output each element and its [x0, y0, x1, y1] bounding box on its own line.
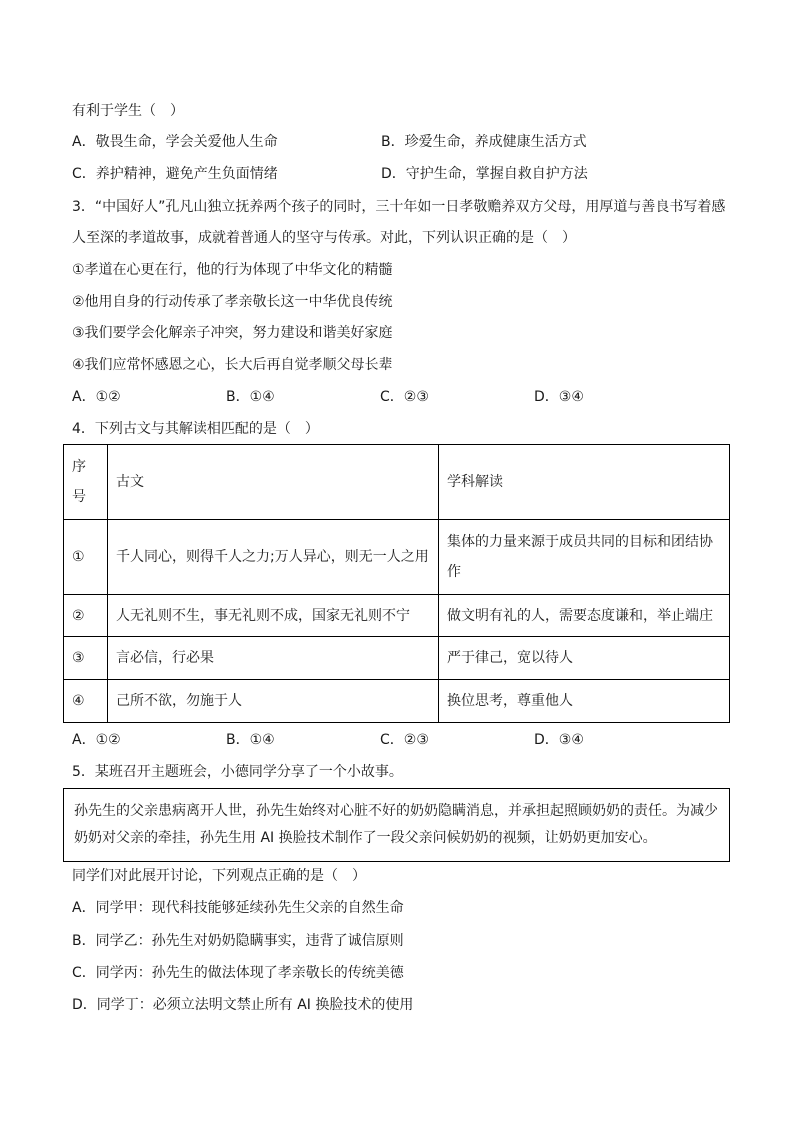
- row-interpretation-line2: 作: [447, 564, 461, 580]
- q4-stem: 4．下列古文与其解读相匹配的是（ ）: [72, 421, 319, 437]
- q2-option-b[interactable]: B．珍爱生命，养成健康生活方式: [381, 134, 587, 150]
- q4-option-a[interactable]: A．①②: [72, 732, 121, 748]
- q3-option-d[interactable]: D．③④: [534, 389, 584, 405]
- table-row: [64, 595, 730, 637]
- q3-option-c[interactable]: C．②③: [380, 389, 429, 405]
- header-index-line2: 号: [72, 489, 86, 505]
- header-text: 古文: [108, 445, 439, 520]
- q5-question: 同学们对此展开讨论，下列观点正确的是（ ）: [72, 868, 366, 884]
- table-row: [64, 637, 730, 680]
- q5-story-line1: 孙先生的父亲患病离开人世，孙先生始终对心脏不好的奶奶隐瞒消息，并承担起照顾奶奶的责任。为减少: [74, 803, 718, 819]
- header-index-line1: 序: [72, 459, 86, 475]
- q2-option-d[interactable]: D．守护生命，掌握自救自护方法: [381, 166, 588, 182]
- q5-option-a[interactable]: A．同学甲：现代科技能够延续孙先生父亲的自然生命: [72, 900, 404, 916]
- q3-stem-line2: 人至深的孝道故事，成就着普通人的坚守与传承。对此，下列认识正确的是（ ）: [72, 230, 576, 246]
- row-text: 人无礼则不生，事无礼则不成，国家无礼则不宁: [108, 595, 439, 637]
- table-row: [64, 680, 730, 723]
- q3-item-2: ②他用自身的行动传承了孝亲敬长这一中华优良传统: [72, 294, 393, 310]
- q3-option-b[interactable]: B．①④: [226, 389, 275, 405]
- q2-option-a[interactable]: A．敬畏生命，学会关爱他人生命: [72, 134, 278, 150]
- q4-option-c[interactable]: C．②③: [380, 732, 429, 748]
- row-index: ④: [64, 680, 108, 723]
- row-interpretation: [439, 520, 730, 595]
- row-text: 千人同心，则得千人之力;万人异心，则无一人之用: [108, 520, 439, 595]
- row-index: ①: [64, 520, 108, 595]
- table-header-row: [64, 445, 730, 520]
- q3-option-a[interactable]: A．①②: [72, 389, 121, 405]
- row-index: ②: [64, 595, 108, 637]
- row-interpretation: 严于律己，宽以待人: [439, 637, 730, 680]
- q5-option-c[interactable]: C．同学丙：孙先生的做法体现了孝亲敬长的传统美德: [72, 965, 404, 981]
- q3-item-4: ④我们应常怀感恩之心，长大后再自觉孝顺父母长辈: [72, 357, 393, 373]
- q5-stem: 5．某班召开主题班会，小德同学分享了一个小故事。: [72, 764, 403, 780]
- row-index: ③: [64, 637, 108, 680]
- row-interpretation: 换位思考，尊重他人: [439, 680, 730, 723]
- q4-option-d[interactable]: D．③④: [534, 732, 584, 748]
- q5-story-box: [63, 788, 730, 862]
- q5-option-b[interactable]: B．同学乙：孙先生对奶奶隐瞒事实，违背了诚信原则: [72, 933, 404, 949]
- header-interpretation: 学科解读: [439, 445, 730, 520]
- row-text: 己所不欲，勿施于人: [108, 680, 439, 723]
- q4-option-b[interactable]: B．①④: [226, 732, 275, 748]
- q5-option-d[interactable]: D．同学丁：必须立法明文禁止所有 AI 换脸技术的使用: [72, 997, 414, 1013]
- row-interpretation: 做文明有礼的人，需要态度谦和，举止端庄: [439, 595, 730, 637]
- table-row: [64, 520, 730, 595]
- q4-table: [63, 444, 730, 723]
- q3-item-1: ①孝道在心更在行，他的行为体现了中华文化的精髓: [72, 262, 393, 278]
- row-interpretation-line1: 集体的力量来源于成员共同的目标和团结协: [447, 534, 713, 550]
- q2-stem-tail: 有利于学生（ ）: [72, 103, 184, 119]
- q3-stem-line1: 3．“中国好人”孔凡山独立抚养两个孩子的同时，三十年如一日孝敬赡养双方父母，用厚道与善良书写着感: [72, 199, 726, 215]
- q3-item-3: ③我们要学会化解亲子冲突，努力建设和谐美好家庭: [72, 325, 393, 341]
- header-index: [64, 445, 108, 520]
- q5-story-line2: 奶奶对父亲的牵挂，孙先生用 AI 换脸技术制作了一段父亲问候奶奶的视频，让奶奶更加安心。: [74, 830, 657, 846]
- row-text: 言必信，行必果: [108, 637, 439, 680]
- q2-option-c[interactable]: C．养护精神，避免产生负面情绪: [72, 166, 278, 182]
